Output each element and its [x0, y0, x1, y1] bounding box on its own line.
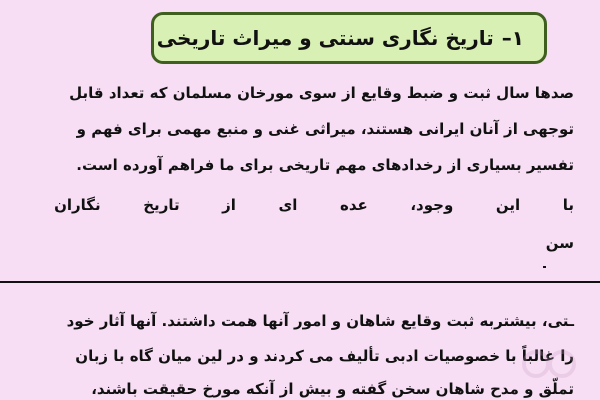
word: این: [495, 196, 521, 214]
page-divider: [0, 281, 600, 283]
paragraph-1-line-1: صدها سال ثبت و ضبط وقایع از سوی مورخان مسلمان که تعداد قابل: [69, 84, 574, 102]
word: با: [562, 196, 574, 214]
word: نگاران: [54, 196, 101, 214]
paragraph-1-line-3: تفسیر بسیاری از رخدادهای مهم تاریخی برای ما فراهم آورده است.: [76, 156, 574, 174]
word: عده: [340, 196, 368, 214]
section-heading: [151, 12, 547, 64]
page-break-tick: [543, 266, 546, 268]
section-title: تاریخ نگاری سنتی و میراث تاریخی: [156, 26, 494, 50]
paragraph-2-line-3: تملّق و مدح شاهان سخن گفته و بیش از آنکه مورخ حقیقت باشند،: [91, 380, 574, 398]
paragraph-1-line-5: سن: [545, 234, 574, 252]
word: ای: [278, 196, 298, 214]
paragraph-1-line-2: توجهی از آنان ایرانی هستند، میراثی غنی و منبع مهمی برای فهم و: [76, 120, 574, 138]
paragraph-1-line-4: [54, 196, 574, 214]
word: تاریخ: [143, 196, 180, 214]
paragraph-2-line-1: ـتی، بیشتربه ثبت وقایع شاهان و امور آنها همت داشتند. آنها آثار خود: [66, 312, 574, 330]
paragraph-2-line-2: را غالباً با خصوصیات ادبی تألیف می کردند و در لین میان گاه با زبان: [75, 347, 574, 365]
word: از: [222, 196, 236, 214]
section-number: ۱–: [501, 26, 524, 50]
watermark-logo: [520, 348, 584, 380]
word: وجود،: [410, 196, 454, 214]
